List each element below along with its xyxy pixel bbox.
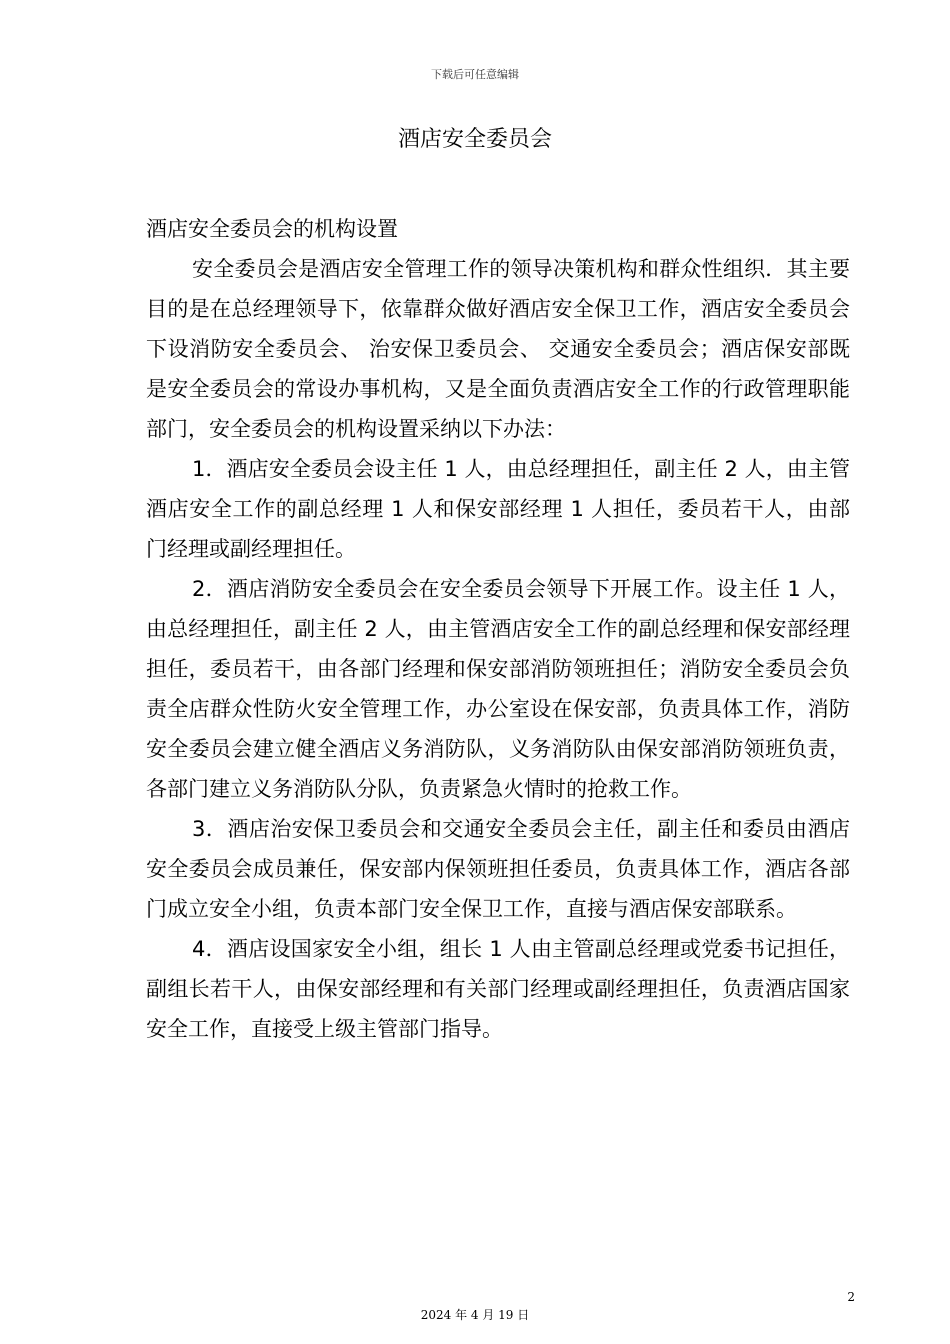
paragraph-item-4: 4．酒店设国家安全小组，组长 1 人由主管副总经理或党委书记担任，副组长若干人，由保安部经理和有关部门经理或副经理担任，负责酒店国家安全工作，直接受上级主管部门指导。 [146,937,850,1041]
section-heading: 酒店安全委员会的机构设置 [146,217,398,241]
footer-date: 2024 年 4 月 19 日 [420,1308,530,1322]
paragraph-intro: 安全委员会是酒店安全管理工作的领导决策机构和群众性组织．其主要目的是在总经理领导下，依靠群众做好酒店安全保卫工作，酒店安全委员会下设消防安全委员会、 治安保卫委员会、 交通安全委员会；酒店保安部既是安全委员会的常设办事机构，又是全面负责酒店安全工作的行政管理职能部门，安全委员会的机构设置采纳以下办法： [146,257,850,441]
paragraph-item-1: 1．酒店安全委员会设主任 1 人，由总经理担任，副主任 2 人，由主管酒店安全工作的副总经理 1 人和保安部经理 1 人担任，委员若干人，由部门经理或副经理担任。 [146,457,850,561]
paragraph-item-2: 2．酒店消防安全委员会在安全委员会领导下开展工作。设主任 1 人，由总经理担任，副主任 2 人，由主管酒店安全工作的副总经理和保安部经理担任，委员若干，由各部门经理和保安部消防领班担任；消防安全委员会负责全店群众性防火安全管理工作，办公室设在保安部，负责具体工作，消防安全委员会建立健全酒店义务消防队，义务消防队由保安部消防领班负责，各部门建立义务消防队分队，负责紧急火情时的抢救工作。 [146,577,850,801]
page-title: 酒店安全委员会 [397,127,552,152]
header-note: 下载后可任意编辑 [431,68,519,81]
paragraph-item-3: 3．酒店治安保卫委员会和交通安全委员会主任，副主任和委员由酒店安全委员会成员兼任，保安部内保领班担任委员，负责具体工作，酒店各部门成立安全小组，负责本部门安全保卫工作，直接与酒店保安部联系。 [146,817,850,921]
document-body [146,209,850,1049]
page-number: 2 [847,1290,855,1304]
